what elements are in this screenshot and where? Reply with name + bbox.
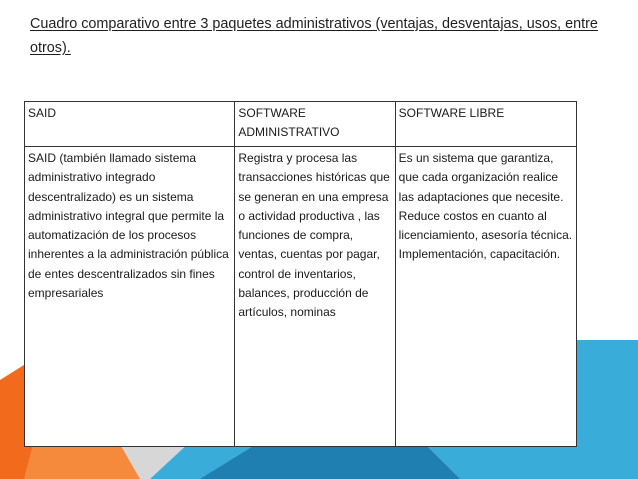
table-row <box>25 147 577 447</box>
cell-software-administrativo-description: Registra y procesa las transacciones históricas que se generan en una empresa o actividad productiva , las funciones de compra, ventas, cuentas por pagar, control de inventarios, balances, producción de artículos, nominas <box>235 147 395 447</box>
table-header-row <box>25 102 577 147</box>
comparison-table <box>24 101 577 447</box>
slide-title: Cuadro comparativo entre 3 paquetes administrativos (ventajas, desventajas, usos, entre otros). <box>30 16 598 56</box>
cell-said-description: SAID (también llamado sistema administrativo integrado descentralizado) es un sistema administrativo integral que permite la automatización de los procesos inherentes a la administración pública de entes descentralizados sin fines empresariales <box>25 147 235 447</box>
header-said: SAID <box>25 102 235 147</box>
cell-software-libre-description: Es un sistema que garantiza, que cada organización realice las adaptaciones que necesite. Reduce costos en cuanto al licenciamiento, asesoría técnica. Implementación, capacitación. <box>395 147 576 447</box>
header-software-administrativo: SOFTWARE ADMINISTRATIVO <box>235 102 395 147</box>
header-software-libre: SOFTWARE LIBRE <box>395 102 576 147</box>
